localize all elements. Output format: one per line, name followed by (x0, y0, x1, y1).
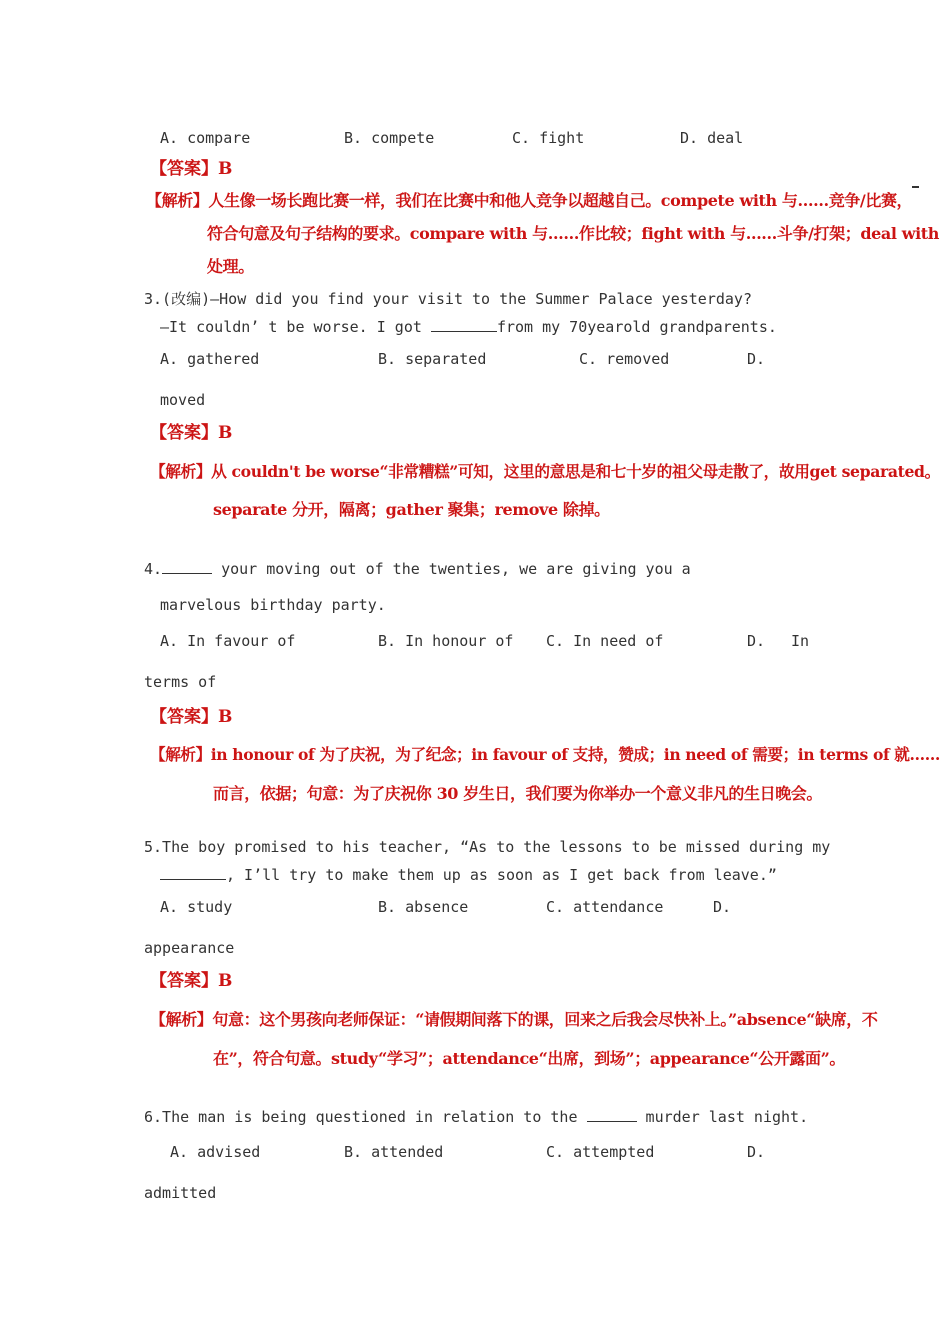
q4-stem-line-2: marvelous birthday party. (160, 596, 386, 614)
q6-stem (144, 1107, 808, 1127)
q3-stem-suffix: from my 70yearold grandparents. (496, 318, 777, 336)
q2-option-b: B. compete (344, 129, 435, 147)
q4-option-d-text-start: In (791, 632, 810, 650)
q3-option-b: B. separated (378, 350, 487, 368)
q2-explanation-line-2: 符合句意及句子结构的要求。compare with 与……作比较；fight with 与……斗争/打架；deal with (207, 224, 940, 243)
q5-option-a: A. study (160, 898, 233, 916)
q5-explanation-line-1: 【解析】句意：这个男孩向老师保证：“请假期间落下的课，回来之后我会尽快补上。”absence“缺席，不 (150, 1010, 878, 1029)
q5-stem-suffix: , I’ll try to make them up as soon as I get back from leave.” (226, 866, 777, 884)
q4-option-c: C. In need of (546, 632, 664, 650)
q4-option-d: D. (747, 632, 766, 650)
q2-option-a: A. compare (160, 129, 251, 147)
margin-mark (912, 186, 919, 188)
q2-option-c: C. fight (512, 129, 585, 147)
q5-option-d: D. (713, 898, 732, 916)
q6-blank (587, 1107, 637, 1122)
q2-explanation-line-1: 【解析】人生像一场长跑比赛一样，我们在比赛中和他人竞争以超越自己。compete with 与……竞争/比赛， (146, 191, 913, 210)
q5-explanation-line-2: 在”，符合句意。study“学习”；attendance“出席，到场”；appearance“公开露面”。 (213, 1049, 846, 1068)
q2-option-d: D. deal (680, 129, 744, 147)
q5-blank (160, 865, 226, 880)
q3-answer: 【答案】B (150, 423, 233, 443)
q3-option-d-text: moved (160, 391, 206, 409)
q6-option-c: C. attempted (546, 1143, 655, 1161)
q3-explanation-line-1: 【解析】从 couldn't be worse“非常糟糕”可知，这里的意思是和七十岁的祖父母走散了，故用get separated。 (150, 462, 940, 481)
q6-option-d: D. (747, 1143, 766, 1161)
q3-stem-line-2 (160, 317, 777, 337)
q5-answer: 【答案】B (150, 971, 233, 991)
q6-stem-suffix: murder last night. (636, 1108, 809, 1126)
q3-option-c: C. removed (579, 350, 670, 368)
q3-blank (431, 317, 497, 332)
q3-option-d: D. (747, 350, 766, 368)
q5-option-c: C. attendance (546, 898, 664, 916)
q2-explanation-line-3: 处理。 (207, 257, 254, 276)
q5-stem-line-2 (160, 865, 777, 885)
q5-stem-line-1: 5.The boy promised to his teacher, “As to the lessons to be missed during my (144, 838, 831, 856)
q4-explanation-line-1: 【解析】in honour of 为了庆祝，为了纪念；in favour of 支持，赞成；in need of 需要；in terms of 就…… (150, 745, 940, 764)
q4-option-b: B. In honour of (378, 632, 514, 650)
q6-option-a: A. advised (170, 1143, 261, 1161)
q4-stem-suffix: your moving out of the twenties, we are giving you a (212, 560, 691, 578)
q5-option-d-text: appearance (144, 939, 235, 957)
q4-option-d-text-end: terms of (144, 673, 217, 691)
q4-stem-prefix: 4. (144, 560, 163, 578)
q5-option-b: B. absence (378, 898, 469, 916)
q6-option-d-text: admitted (144, 1184, 217, 1202)
q6-stem-prefix: 6.The man is being questioned in relation to the (144, 1108, 587, 1126)
q2-answer: 【答案】B (150, 159, 233, 179)
q4-blank (162, 559, 212, 574)
q4-explanation-line-2: 而言，依据；句意：为了庆祝你 30 岁生日，我们要为你举办一个意义非凡的生日晚会。 (213, 784, 823, 803)
q4-stem-line-1 (144, 559, 691, 579)
q3-stem-prefix: —It couldn’ t be worse. I got (160, 318, 431, 336)
q3-stem-line-1: 3.(改编)—How did you find your visit to the Summer Palace yesterday? (144, 290, 752, 308)
q3-option-a: A. gathered (160, 350, 260, 368)
q6-option-b: B. attended (344, 1143, 444, 1161)
q4-option-a: A. In favour of (160, 632, 296, 650)
q4-answer: 【答案】B (150, 707, 233, 727)
q3-explanation-line-2: separate 分开，隔离；gather 聚集；remove 除掉。 (213, 500, 610, 519)
